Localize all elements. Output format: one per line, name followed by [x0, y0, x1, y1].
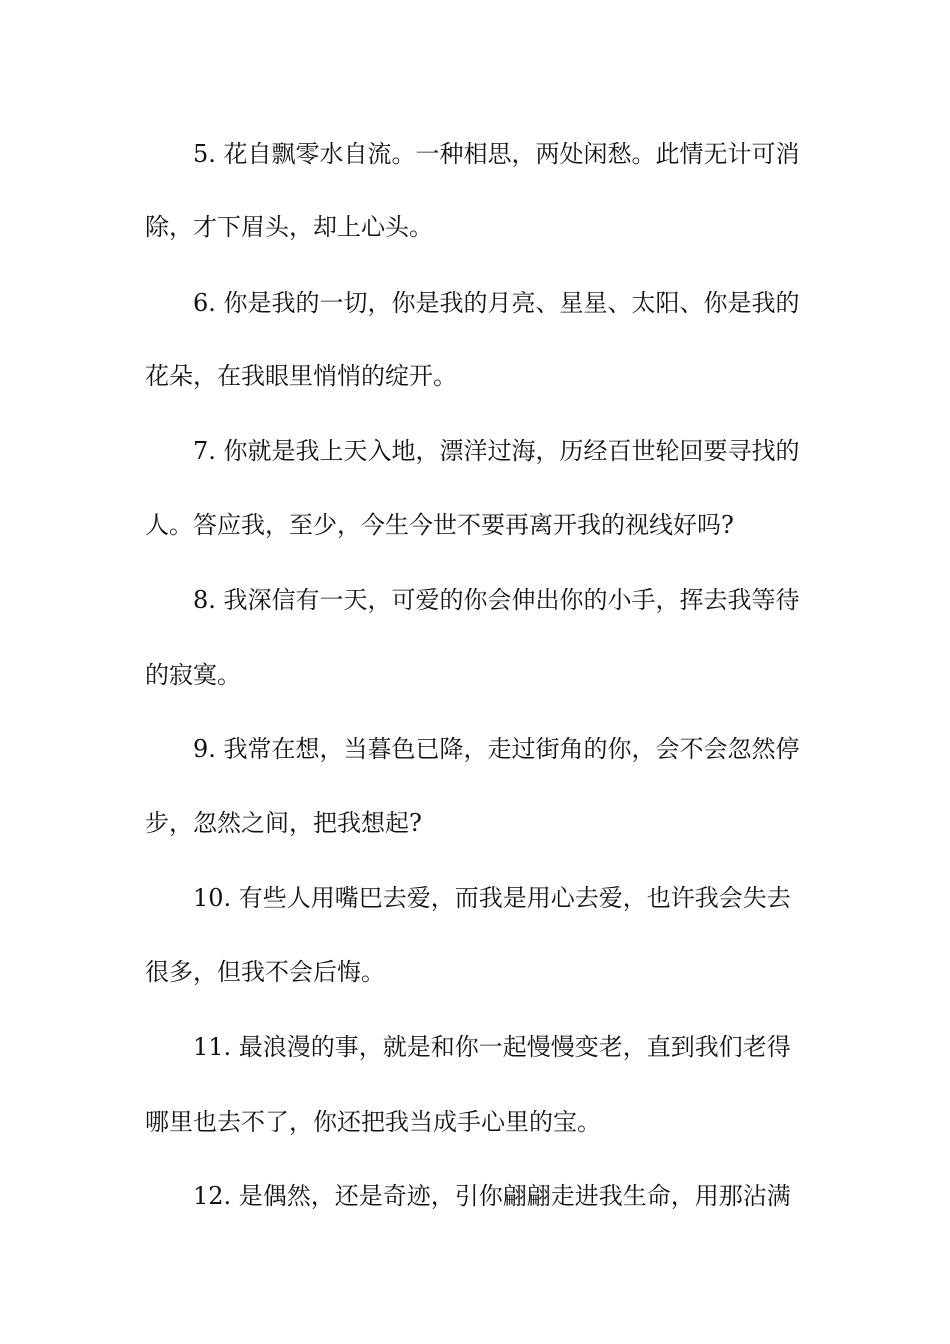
paragraph-5-line-2: 除，才下眉头，却上心头。	[145, 213, 433, 241]
paragraph-6-line-2: 花朵，在我眼里悄悄的绽开。	[145, 362, 457, 390]
paragraph-8-line-1: 8. 我深信有一天，可爱的你会伸出你的小手，挥去我等待	[193, 586, 800, 614]
paragraph-7-line-1: 7. 你就是我上天入地，漂洋过海，历经百世轮回要寻找的	[193, 437, 800, 465]
paragraph-9-line-1: 9. 我常在想，当暮色已降，走过街角的你，会不会忽然停	[193, 735, 800, 763]
paragraph-9-line-2: 步，忽然之间，把我想起?	[145, 809, 422, 837]
paragraph-8-line-2: 的寂寞。	[145, 661, 241, 689]
paragraph-5-line-1: 5. 花自飘零水自流。一种相思，两处闲愁。此情无计可消	[193, 140, 800, 168]
paragraph-7-line-2: 人。答应我，至少，今生今世不要再离开我的视线好吗?	[145, 511, 734, 539]
paragraph-11-line-1: 11. 最浪漫的事，就是和你一起慢慢变老，直到我们老得	[193, 1033, 791, 1061]
paragraph-6-line-1: 6. 你是我的一切，你是我的月亮、星星、太阳、你是我的	[193, 289, 800, 317]
paragraph-11-line-2: 哪里也去不了，你还把我当成手心里的宝。	[145, 1108, 601, 1136]
paragraph-10-line-2: 很多，但我不会后悔。	[145, 958, 385, 986]
paragraph-10-line-1: 10. 有些人用嘴巴去爱，而我是用心去爱，也许我会失去	[193, 884, 791, 912]
paragraph-12-line-1: 12. 是偶然，还是奇迹，引你翩翩走进我生命，用那沾满	[193, 1182, 791, 1210]
